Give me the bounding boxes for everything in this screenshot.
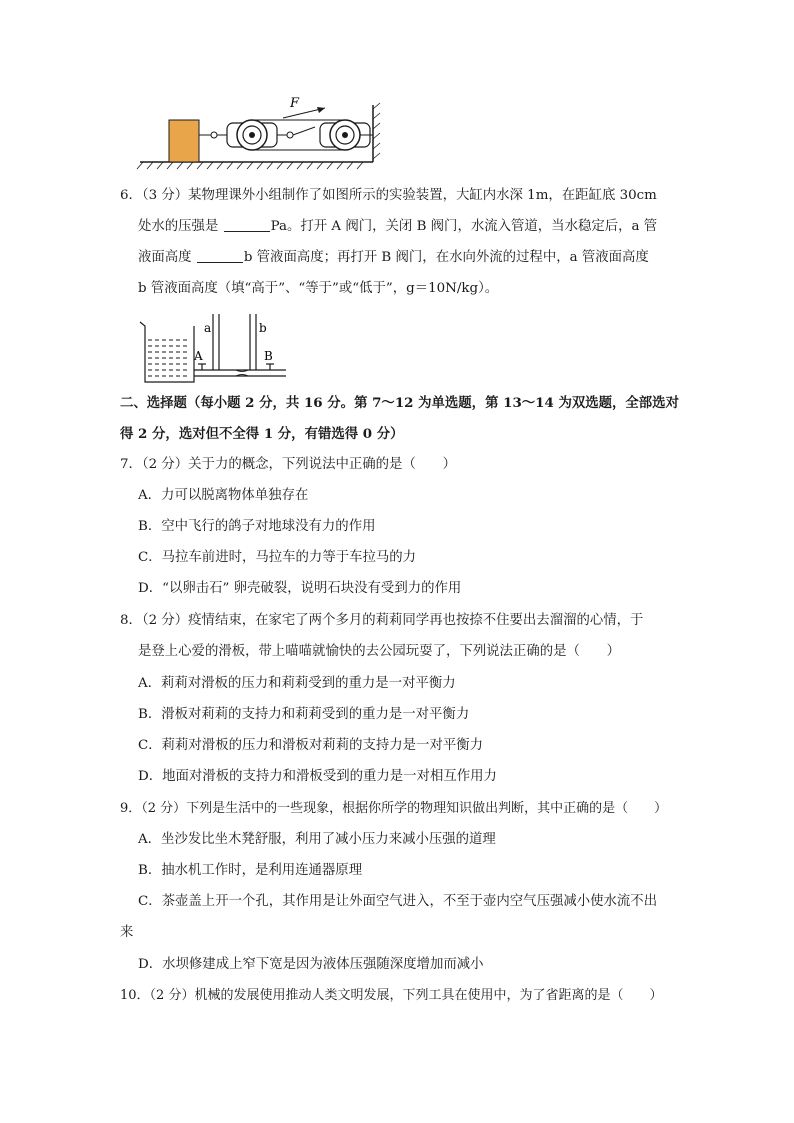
q9-stem: 9．（2 分）下列是生活中的一些现象，根据你所学的物理知识做出判断，其中正确的是（ ） — [120, 801, 668, 816]
q9-option-d: D．水坝修建成上窄下宽是因为液体压强随深度增加而减小 — [138, 957, 484, 972]
block — [169, 120, 199, 162]
q8-stem-line2: 是登上心爱的滑板，带上喵喵就愉快的去公园玩耍了，下列说法正确的是（ ） — [138, 644, 621, 659]
label-A: A — [194, 349, 203, 363]
q8-option-c: C．莉莉对滑板的压力和滑板对莉莉的支持力是一对平衡力 — [138, 738, 484, 753]
q6-line3 — [138, 248, 649, 268]
q6-line4: b 管液面高度（填“高于”、“等于”或“低于”，g＝10N/kg）。 — [138, 281, 499, 296]
q7-option-a: A．力可以脱离物体单独存在 — [138, 488, 309, 503]
q7-option-d: D．“以卵击石” 卵壳破裂，说明石块没有受到力的作用 — [138, 581, 462, 596]
q7-stem: 7．（2 分）关于力的概念，下列说法中正确的是（ ） — [120, 457, 456, 472]
pulley-figure — [135, 95, 385, 170]
q8-option-b: B．滑板对莉莉的支持力和莉莉受到的重力是一对平衡力 — [138, 707, 470, 722]
section2-heading-line1: 二、选择题（每小题 2 分，共 16 分。第 7～12 为单选题，第 13～14 为双选题，全部选对 — [120, 395, 679, 411]
q8-option-d: D．地面对滑板的支持力和滑板受到的重力是一对相互作用力 — [138, 769, 497, 784]
q9-option-c-line2: 来 — [120, 925, 134, 940]
q10-stem: 10．（2 分）机械的发展使用推动人类文明发展，下列工具在使用中，为了省距离的是（ ） — [120, 988, 663, 1003]
answer-blank-2 — [197, 248, 243, 263]
force-label: F — [290, 96, 300, 111]
q7-option-c: C．马拉车前进时，马拉车的力等于车拉马的力 — [138, 550, 417, 565]
label-b: b — [259, 321, 267, 335]
answer-blank-1 — [224, 217, 270, 232]
q8-stem-line1: 8．（2 分）疫情结束，在家宅了两个多月的莉莉同学再也按捺不住要出去溜溜的心情，于 — [120, 613, 644, 628]
tank-figure — [138, 312, 298, 386]
q9-option-b: B．抽水机工作时，是利用连通器原理 — [138, 863, 363, 878]
section2-heading-line2: 得 2 分，选对但不全得 1 分，有错选得 0 分） — [120, 426, 404, 442]
q6-line3-a: 液面高度 — [138, 250, 196, 265]
q6-line2-b: Pa。打开 A 阀门，关闭 B 阀门，水流入管道，当水稳定后，a 管 — [270, 219, 658, 234]
label-a: a — [204, 321, 212, 335]
label-B: B — [264, 349, 273, 363]
q9-option-a: A．坐沙发比坐木凳舒服，利用了减小压力来减小压强的道理 — [138, 832, 496, 847]
q6-line2-a: 处水的压强是 — [138, 219, 223, 234]
q6-line3-b: b 管液面高度；再打开 B 阀门，在水向外流的过程中，a 管液面高度 — [243, 250, 649, 265]
q6-line1: 6．（3 分）某物理课外小组制作了如图所示的实验装置，大缸内水深 1m，在距缸底 30cm — [120, 188, 657, 203]
q8-option-a: A．莉莉对滑板的压力和莉莉受到的重力是一对平衡力 — [138, 676, 456, 691]
q7-option-b: B．空中飞行的鸽子对地球没有力的作用 — [138, 519, 376, 534]
q9-option-c-line1: C．茶壶盖上开一个孔，其作用是让外面空气进入，不至于壶内空气压强减小使水流不出 — [138, 894, 658, 909]
q6-line2 — [138, 217, 657, 237]
